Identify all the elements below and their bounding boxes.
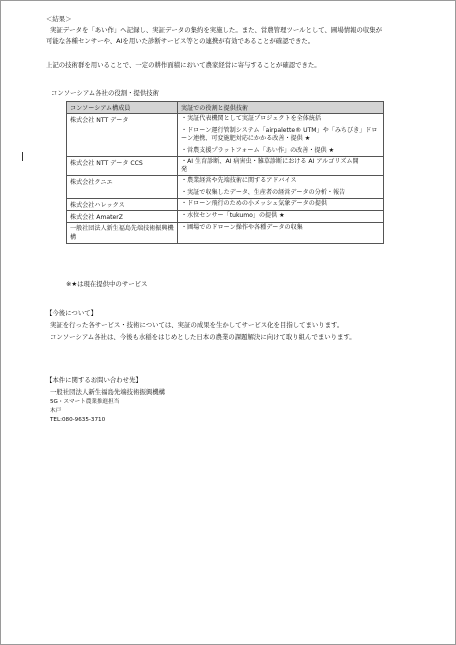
future-line-2: コンソーシアム各社は、今後も水稲をはじめとした日本の農業の課題解決に向けて取り組んでまいります。 (50, 333, 356, 341)
member-cell: 一般社団法人新生福島先端技術振興機構 (67, 223, 178, 244)
role-line: 発 (181, 166, 188, 173)
member-cell: 株式会社 NTT データ CCS (67, 157, 178, 176)
table-row (67, 211, 384, 223)
role-cell (178, 114, 384, 157)
results-line-1: 実証データを「あい作」へ記録し、実証データの集約を実施した。また、営農管理ツールとして、圃場情報の収集が (50, 26, 383, 34)
contact-tel: TEL:080-9635-3710 (50, 417, 106, 423)
results-line-2: 可能な各種センサーや、AIを用いた診断サービス等との連携が有効であることが確認できた。 (46, 37, 315, 45)
table-row (67, 157, 384, 176)
table-header-row (67, 102, 384, 114)
consortium-caption: コンソーシアム各社の役割・提供技術 (51, 89, 160, 97)
role-cell (178, 223, 384, 244)
role-cell (178, 176, 384, 199)
table-row (67, 199, 384, 211)
contact-dept: 5G・スマート農業推進担当 (50, 399, 120, 405)
role-line: ーン連携、可変施肥対応にかかる改善・提供 ★ (181, 135, 311, 142)
role-line: ・水位センサー「tukumo」の提供 ★ (181, 212, 285, 219)
table-row (67, 176, 384, 199)
member-cell: 株式会社 NTT データ (67, 114, 178, 157)
results-heading: ＜結果＞ (46, 15, 72, 23)
table-row (67, 114, 384, 157)
role-cell (178, 211, 384, 223)
contact-name: 木戸 (50, 408, 62, 414)
role-line: ・ドローン飛行のための小メッシュ気象データの提供 (181, 200, 328, 207)
role-line: ・ドローン運行管制システム「airpalette® UTM」や「みちびき」ドロ (181, 127, 378, 134)
contact-heading: 【本件に関するお問い合わせ先】 (46, 376, 142, 384)
member-cell: 株式会社クニエ (67, 176, 178, 199)
role-line: ・農業経営や先端技術に関するアドバイス (181, 177, 297, 184)
header-member: コンソーシアム構成員 (67, 102, 178, 114)
text-cursor (22, 152, 23, 161)
role-line: ・実証で収集したデータ、生産者の経営データの分析・報告 (181, 189, 346, 196)
table-note: ※★は現在提供中のサービス (66, 280, 148, 288)
member-cell: 株式会社 AmaterZ (67, 211, 178, 223)
consortium-table (66, 101, 384, 244)
contact-org: 一般社団法人新生福島先端技術振興機構 (50, 388, 166, 396)
role-line: ・AI 生育診断、AI 病害虫・雑草診断における AI アルゴリズム開 (181, 158, 359, 165)
role-cell (178, 199, 384, 211)
role-line: ・圃場でのドローン操作や各種データの収集 (181, 224, 303, 231)
future-heading: 【今後について】 (46, 309, 97, 317)
role-line: ・営農支援プラットフォーム「あい作」の改善・提供 ★ (181, 147, 335, 154)
role-cell (178, 157, 384, 176)
role-line: ・実証代表機関として実証プロジェクトを全体統括 (181, 115, 322, 122)
member-cell: 株式会社ハレックス (67, 199, 178, 211)
header-role: 実証での役割と提供技術 (178, 102, 384, 114)
results-conclusion: 上記の技術群を用いることで、一定の耕作面積において農家経営に寄与することが確認できた。 (46, 61, 321, 69)
future-line-1: 実証を行った各サービス・技術については、実証の成果を生かしてサービス化を目指してまいります。 (50, 321, 344, 329)
table-row (67, 223, 384, 244)
